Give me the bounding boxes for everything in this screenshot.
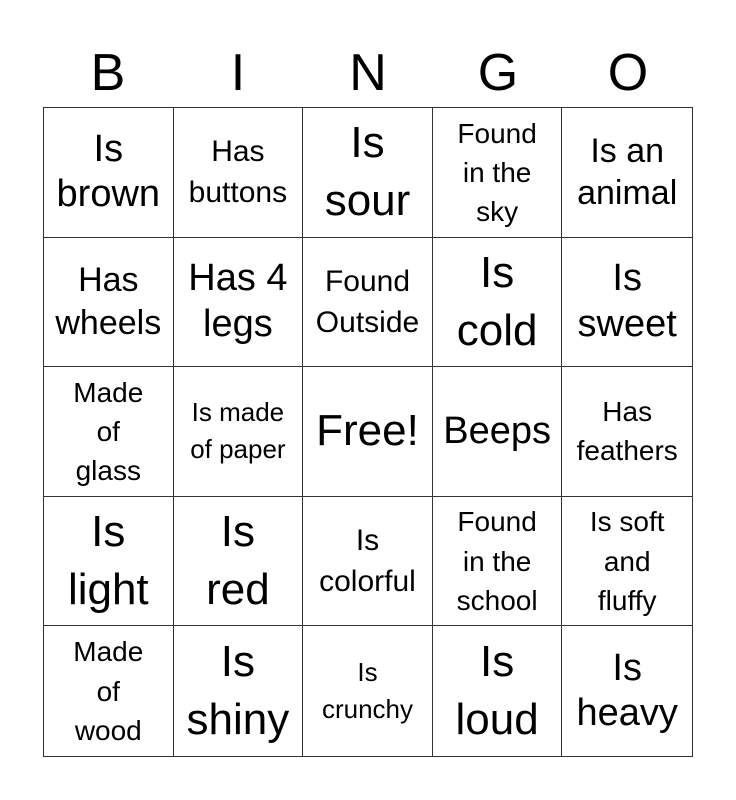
header-letter-i: I — [230, 44, 246, 102]
bingo-cell[interactable] — [303, 238, 433, 368]
bingo-board — [43, 107, 693, 757]
bingo-cell[interactable] — [174, 626, 304, 756]
bingo-header — [43, 40, 693, 106]
bingo-cell[interactable] — [433, 367, 563, 497]
bingo-cell[interactable] — [433, 497, 563, 627]
header-letter-n: N — [349, 44, 387, 102]
bingo-cell[interactable] — [44, 238, 174, 368]
bingo-cell[interactable] — [562, 108, 692, 238]
bingo-cell-label: Is sweet — [577, 257, 677, 345]
bingo-cell-label: Is crunchy — [321, 656, 414, 725]
bingo-cell[interactable] — [44, 497, 174, 627]
bingo-cell-label: Found in the sky — [457, 117, 537, 227]
bingo-cell[interactable] — [562, 626, 692, 756]
bingo-cell-label: Is made of paper — [190, 396, 286, 465]
bingo-cell[interactable] — [44, 108, 174, 238]
bingo-cell[interactable] — [174, 108, 304, 238]
bingo-cell[interactable] — [562, 497, 692, 627]
bingo-cell-label: Is brown — [56, 127, 161, 216]
bingo-cell-label: Free! — [316, 406, 419, 456]
header-letter-o: O — [607, 44, 649, 102]
bingo-cell[interactable] — [174, 497, 304, 627]
bingo-cell[interactable] — [174, 367, 304, 497]
bingo-cell[interactable] — [174, 238, 304, 368]
bingo-cell-label: Has wheels — [55, 261, 162, 342]
bingo-cell-label: Made of glass — [73, 376, 144, 487]
bingo-cell[interactable] — [303, 108, 433, 238]
bingo-cell-label: Has 4 legs — [188, 257, 288, 345]
bingo-cell-label: Is an animal — [577, 131, 678, 213]
header-letter-b: B — [90, 44, 126, 102]
bingo-cell[interactable] — [562, 367, 692, 497]
free-space-cell[interactable] — [303, 367, 433, 497]
header-letter-g: G — [477, 44, 519, 102]
bingo-cell-label: Is shiny — [186, 637, 290, 745]
bingo-cell-label: Is light — [67, 507, 149, 615]
bingo-cell-label: Has buttons — [188, 134, 288, 210]
bingo-cell-label: Is soft and fluffy — [589, 506, 665, 616]
bingo-cell[interactable] — [44, 626, 174, 756]
bingo-cell[interactable] — [433, 626, 563, 756]
bingo-cell-label: Found Outside — [315, 264, 420, 339]
bingo-cell-label: Is heavy — [576, 646, 678, 735]
bingo-cell[interactable] — [433, 108, 563, 238]
bingo-cell-label: Beeps — [443, 409, 551, 452]
bingo-cell-label: Is red — [206, 507, 270, 615]
bingo-cell-label: Is cold — [456, 247, 538, 355]
bingo-cell-label: Made of wood — [73, 636, 144, 746]
bingo-cell[interactable] — [303, 497, 433, 627]
bingo-cell-label: Is loud — [455, 637, 539, 745]
bingo-cell[interactable] — [562, 238, 692, 368]
bingo-cell-label: Found in the school — [456, 506, 538, 616]
bingo-cell-label: Is sour — [324, 118, 411, 226]
bingo-cell-label: Is colorful — [319, 523, 416, 599]
bingo-cell[interactable] — [433, 238, 563, 368]
bingo-cell-label: Has feathers — [576, 396, 678, 467]
bingo-cell[interactable] — [44, 367, 174, 497]
bingo-cell[interactable] — [303, 626, 433, 756]
